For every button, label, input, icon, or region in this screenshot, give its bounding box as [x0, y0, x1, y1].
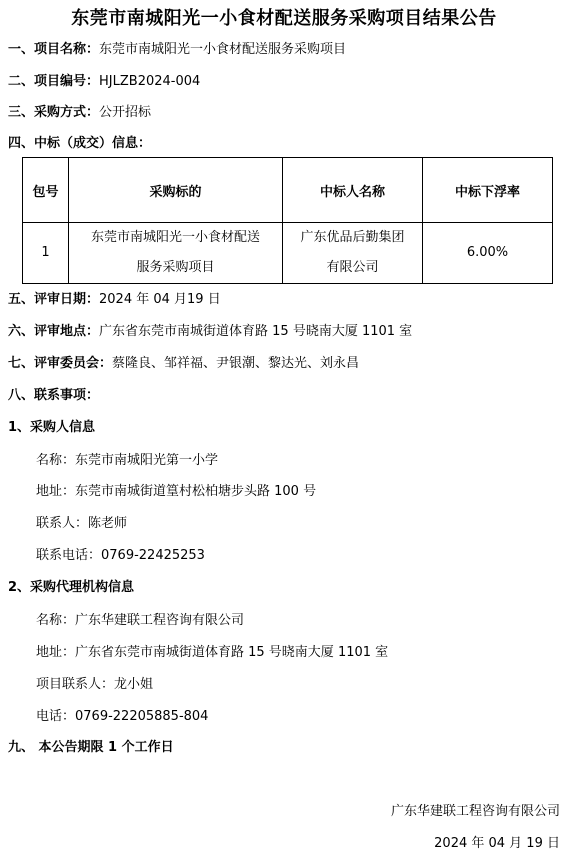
document-title: 东莞市南城阳光一小食材配送服务采购项目结果公告 [71, 8, 497, 29]
review-place-value: 广东省东莞市南城街道体育路 15 号晓南大厦 1101 室 [99, 324, 413, 339]
contact-label: 八、联系事项： [8, 388, 100, 403]
cell-winner-line2: 有限公司 [326, 260, 379, 275]
period-label: 九、 本公告期限 1 个工作日 [8, 740, 174, 755]
project-name-label: 一、项目名称： [8, 42, 100, 57]
committee-value: 蔡隆良、邹祥福、尹银潮、黎达光、刘永昌 [112, 356, 360, 371]
signature-company: 广东华建联工程咨询有限公司 [390, 804, 560, 819]
cell-winner-line1: 广东优品后勤集团 [300, 230, 405, 245]
agency-phone: 电话：0769-22205885-804 [36, 709, 209, 724]
review-date-label: 五、评审日期： [8, 292, 100, 307]
review-date-row [8, 290, 221, 310]
project-no-row [8, 72, 200, 92]
cell-item-line2: 服务采购项目 [136, 260, 215, 275]
header-winner: 中标人名称 [283, 158, 423, 223]
cell-item [69, 223, 283, 284]
method-row [8, 103, 151, 123]
committee-label: 七、评审委员会： [8, 356, 113, 371]
period-row [8, 738, 174, 758]
header-package: 包号 [23, 158, 69, 223]
project-no-value: HJLZB2024-004 [99, 74, 201, 89]
agency-person: 项目联系人：龙小姐 [36, 677, 154, 692]
contact-row [8, 386, 99, 406]
header-item: 采购标的 [69, 158, 283, 223]
header-rate: 中标下浮率 [423, 158, 553, 223]
signature-date: 2024 年 04 月 19 日 [434, 836, 560, 851]
review-place-row [8, 322, 412, 342]
cell-winner [283, 223, 423, 284]
purchaser-person: 联系人：陈老师 [36, 516, 128, 531]
agency-name: 名称：广东华建联工程咨询有限公司 [36, 613, 245, 628]
agency-heading-row [8, 578, 134, 598]
review-date-value: 2024 年 04 月19 日 [99, 292, 221, 307]
project-name-value: 东莞市南城阳光一小食材配送服务采购项目 [99, 42, 347, 57]
award-info-label: 四、中标（成交）信息： [8, 136, 152, 151]
cell-package: 1 [23, 223, 69, 284]
committee-row [8, 354, 359, 374]
agency-address: 地址：广东省东莞市南城街道体育路 15 号晓南大厦 1101 室 [36, 645, 389, 660]
agency-heading: 2、采购代理机构信息 [8, 580, 135, 595]
purchaser-name: 名称：东莞市南城阳光第一小学 [36, 453, 219, 468]
method-label: 三、采购方式： [8, 105, 100, 120]
purchaser-heading: 1、采购人信息 [8, 420, 96, 435]
project-no-label: 二、项目编号： [8, 74, 100, 89]
purchaser-address: 地址：东莞市南城街道篁村松柏塘步头路 100 号 [36, 484, 317, 499]
purchaser-phone: 联系电话：0769-22425253 [36, 548, 205, 563]
method-value: 公开招标 [99, 105, 152, 120]
award-info-row [8, 134, 151, 154]
purchaser-heading-row [8, 418, 95, 438]
cell-item-line1: 东莞市南城阳光一小食材配送 [90, 230, 260, 245]
review-place-label: 六、评审地点： [8, 324, 100, 339]
award-table [22, 157, 553, 284]
table-row [23, 223, 553, 284]
cell-rate: 6.00% [423, 223, 553, 284]
project-name-row [8, 40, 346, 60]
table-header-row [23, 158, 553, 223]
